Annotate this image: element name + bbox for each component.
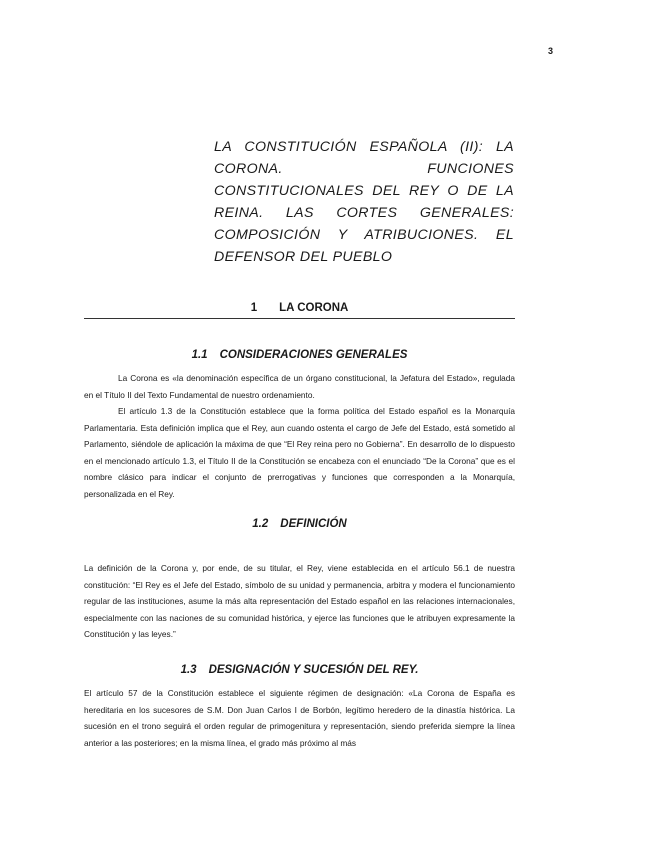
section-heading-1-2 [84,518,515,530]
section-number: 1.1 [191,349,208,361]
chapter-heading [84,302,515,319]
chapter-number: 1 [250,302,258,314]
document-title: LA CONSTITUCIÓN ESPAÑOLA (II): LA CORONA. FUNCIONES CONSTITUCIONALES DEL REY O DE LA REINA. LAS CORTES GENERALES: COMPOSICIÓN Y ATRIBUCIONES. EL DEFENSOR DEL PUEBLO [214,139,514,265]
paragraph: El artículo 57 de la Constitución establece el siguiente régimen de designación: «La Corona de España es hereditaria en los sucesores de S.M. Don Juan Carlos I de Borbón, legítimo heredero de la dinastía histórica. La sucesión en el trono seguirá el orden regular de primogenitura y representación, siendo preferida siempre la línea anterior a las posteriores; en la misma línea, el grado más próximo al más [84,688,515,748]
section-heading-1-1 [84,349,515,361]
paragraph: La definición de la Corona y, por ende, de su titular, el Rey, viene establecida en el artículo 56.1 de nuestra constitución: “El Rey es el Jefe del Estado, símbolo de su unidad y permanencia, arbitra y modera el funcionamiento regular de las instituciones, asume la más alta representación del Estado español en las relaciones internacionales, especialmente con las naciones de su comunidad histórica, y ejerce las funciones que le atribuyen expresamente la Constitución y las leyes.” [84,563,515,639]
section-number: 1.3 [180,664,197,676]
paragraph: El artículo 1.3 de la Constitución establece que la forma política del Estado español es la Monarquía Parlamentaria. Esta definición implica que el Rey, aun cuando ostenta el cargo de Jefe del Estado, está sometido al Parlamento, siéndole de aplicación la máxima de que “El Rey reina pero no Gobierna”. En desarrollo de lo dispuesto en el mencionado artículo 1.3, el Título II de la Constitución se encabeza con el enunciado “De la Corona” que es el nombre clásico para indicar el conjunto de prerrogativas y funciones que corresponden a la Monarquía, personalizada en el Rey. [84,406,515,499]
section-title: CONSIDERACIONES GENERALES [219,349,408,361]
chapter-title: LA CORONA [279,302,349,314]
section-number: 1.2 [252,518,269,530]
section-title: DEFINICIÓN [280,518,347,530]
section-heading-1-3 [84,664,515,676]
section-title: DESIGNACIÓN Y SUCESIÓN DEL REY. [208,664,419,676]
page-number: 3 [548,46,554,56]
paragraph: La Corona es «la denominación específica de un órgano constitucional, la Jefatura del Estado», regulada en el Título II del Texto Fundamental de nuestro ordenamiento. [84,373,515,400]
